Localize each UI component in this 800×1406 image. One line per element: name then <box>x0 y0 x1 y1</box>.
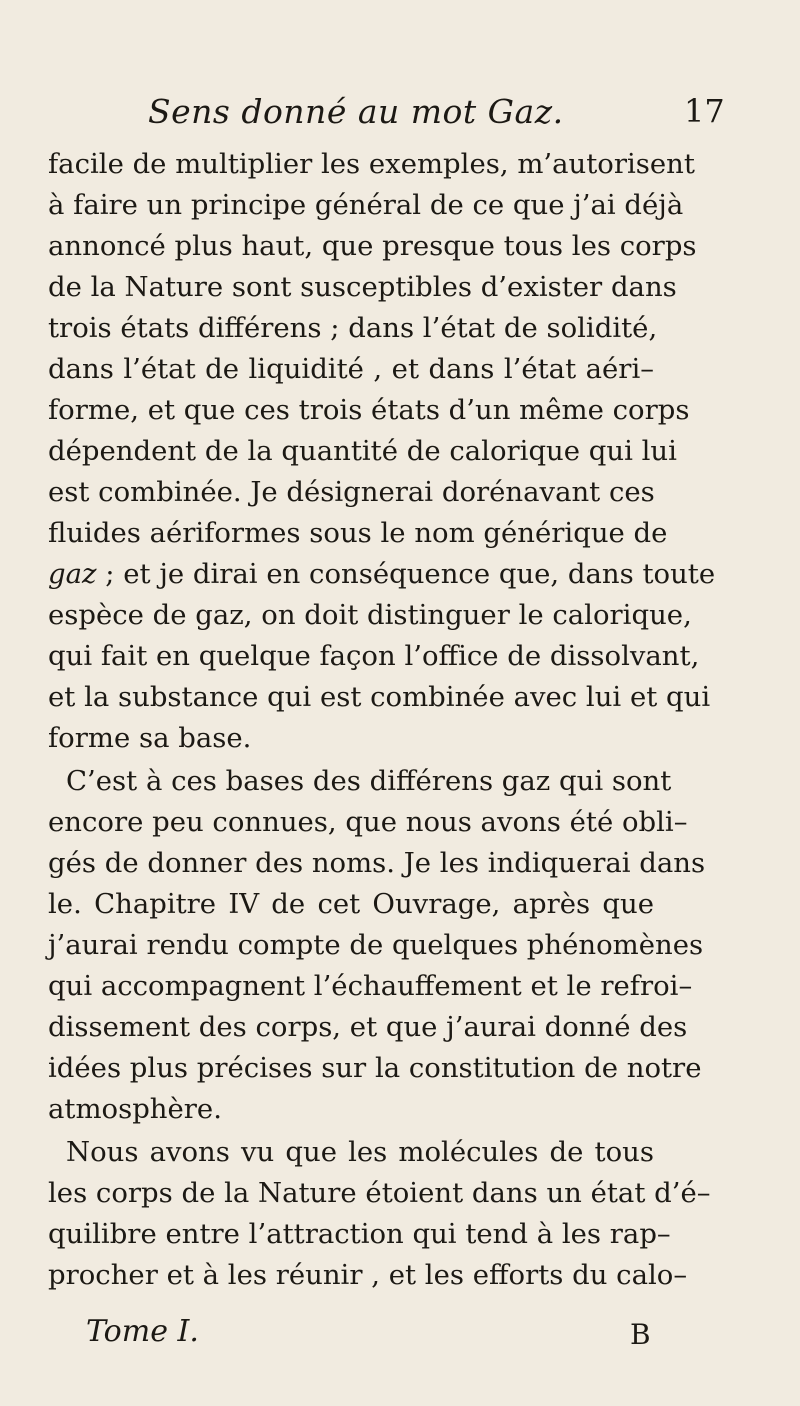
text-line: de la Nature sont susceptibles d’exister dans <box>48 271 677 303</box>
text-line: encore peu connues, que nous avons été obli– <box>48 806 688 838</box>
text-line: j’aurai rendu compte de quelques phénomènes <box>48 929 704 961</box>
text-line: dans l’état de liquidité , et dans l’état aéri– <box>48 353 654 385</box>
text-line: et la substance qui est combinée avec lui et qui <box>48 681 711 713</box>
text-line: atmosphère. <box>48 1093 222 1125</box>
text-line-gaz: gaz ; et je dirai en conséquence que, dans toute <box>48 558 716 590</box>
text-line: idées plus précises sur la constitution de notre <box>48 1052 702 1084</box>
volume-signature: Tome I. <box>86 1314 199 1349</box>
text-line: dépendent de la quantité de calorique qui lui <box>48 435 677 467</box>
text-line: dissement des corps, et que j’aurai donné des <box>48 1011 688 1043</box>
text-line: espèce de gaz, on doit distinguer le calorique, <box>48 599 692 631</box>
text-line: trois états différens ; dans l’état de solidité, <box>48 312 658 344</box>
text-line: gés de donner des noms. Je les indiquerai dans <box>48 847 706 879</box>
text-line: C’est à ces bases des différens gaz qui sont <box>66 765 672 797</box>
running-title: Sens donné au mot Gaz. <box>148 92 564 131</box>
text-line: les corps de la Nature étoient dans un état d’é– <box>48 1177 711 1209</box>
text-line: quilibre entre l’attraction qui tend à les rap– <box>48 1218 671 1250</box>
text-line: annoncé plus haut, que presque tous les corps <box>48 230 697 262</box>
text-line: forme, et que ces trois états d’un même corps <box>48 394 690 426</box>
text-line: à faire un principe général de ce que j’ai déjà <box>48 189 684 221</box>
text-line: est combinée. Je désignerai dorénavant ces <box>48 476 655 508</box>
text-line: le. Chapitre IV de cet Ouvrage, après que <box>48 888 654 920</box>
text-line: facile de multiplier les exemples, m’autorisent <box>48 148 695 180</box>
text-line: procher et à les réunir , et les efforts du calo– <box>48 1259 688 1291</box>
text-line: qui accompagnent l’échauffement et le refroi– <box>48 970 693 1002</box>
text-line: fluides aériformes sous le nom générique de <box>48 517 668 549</box>
text-line: forme sa base. <box>48 722 252 754</box>
text-line: Nous avons vu que les molécules de tous <box>66 1136 654 1168</box>
page-number: 17 <box>684 92 725 130</box>
gathering-signature: B <box>630 1318 651 1351</box>
text-line: qui fait en quelque façon l’office de dissolvant, <box>48 640 700 672</box>
